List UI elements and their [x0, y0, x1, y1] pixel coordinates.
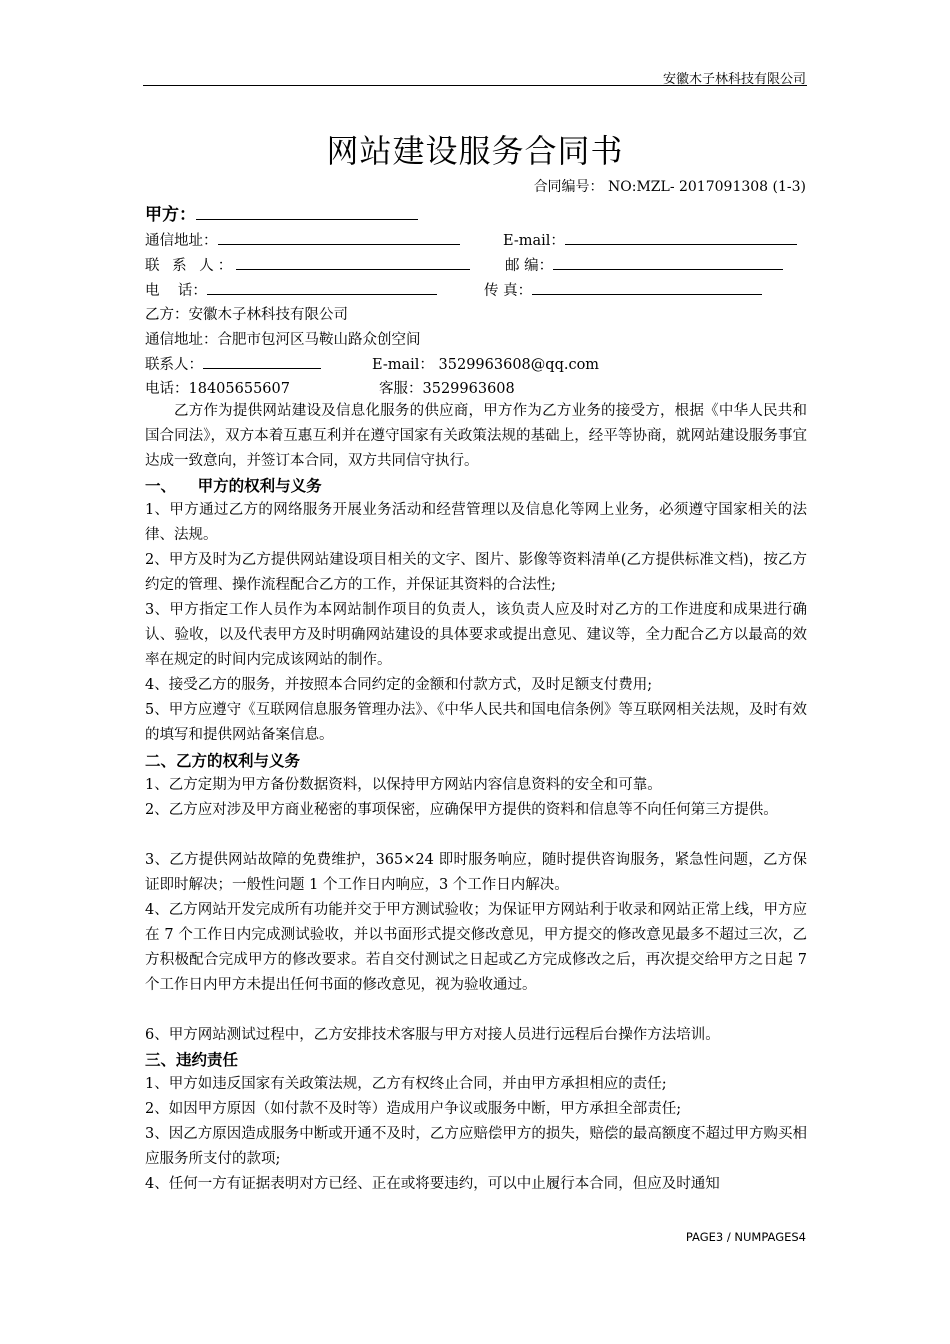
party-b-phone: 电话：18405655607 — [145, 381, 290, 397]
party-a-phone-blank[interactable] — [207, 280, 437, 295]
party-a-postcode-field — [505, 254, 783, 275]
header-rule — [143, 85, 807, 86]
footer-page-number: PAGE3 / NUMPAGES4 — [685, 1230, 806, 1244]
section-3-item: 4、任何一方有证据表明对方已经、正在或将要违约，可以中止履行本合同，但应及时通知 — [145, 1176, 720, 1192]
party-a-postcode-label: 邮 编： — [505, 258, 554, 274]
section-2-item: 4、乙方网站开发完成所有功能并交于甲方测试验收；为保证甲方网站利于收录和网站正常上线，甲方应在 7 个工作日内完成测试验收，并以书面形式提交修改意见，甲方提交的修改意见最多不超过三次，乙方积极配合完成甲方的修改要求。若自交付测试之日起或乙方完成修改之后，再次提交给甲方之日起 7 个工作日内甲方未提出任何书面的修改意见，视为验收通过。 — [145, 902, 807, 993]
party-a-address-label: 通信地址： — [145, 233, 218, 249]
section-3-item: 3、因乙方原因造成服务中断或开通不及时，乙方应赔偿甲方的损失，赔偿的最高额度不超过甲方购买相应服务所支付的款项; — [145, 1126, 807, 1167]
party-a-phone-field — [145, 279, 437, 300]
section-3-item: 2、如因甲方原因（如付款不及时等）造成用户争议或服务中断，甲方承担全部责任; — [145, 1101, 682, 1117]
party-a-contact-field — [145, 254, 470, 275]
party-b-contact-label: 联系人： — [145, 357, 203, 373]
party-a-email-label: E-mail： — [503, 233, 565, 249]
section-2-heading: 二、乙方的权利与义务 — [145, 752, 301, 770]
section-1-item: 3、甲方指定工作人员作为本网站制作项目的负责人，该负责人应及时对乙方的工作进度和成果进行确认、验收，以及代表甲方及时明确网站建设的具体要求或提出意见、建议等，全力配合乙方以最高的效率在规定的时间内完成该网站的制作。 — [145, 602, 807, 668]
party-b-contact-field — [145, 353, 321, 374]
section-1-item: 4、接受乙方的服务，并按照本合同约定的金额和付款方式，及时足额支付费用; — [145, 677, 653, 693]
party-a-fax-label: 传 真： — [484, 283, 533, 299]
header-company-name: 安徽木子林科技有限公司 — [662, 72, 806, 87]
section-2-item: 3、乙方提供网站故障的免费维护，365×24 即时服务响应，随时提供咨询服务，紧急性问题，乙方保证即时解决；一般性问题 1 个工作日内响应，3 个工作日内解决。 — [145, 852, 807, 893]
party-a-postcode-blank[interactable] — [553, 255, 783, 270]
party-a-address-field — [145, 229, 460, 250]
section-1-heading: 一、 甲方的权利与义务 — [145, 477, 322, 495]
party-a-fax-field — [484, 279, 762, 300]
party-a-contact-label: 联 系 人： — [145, 258, 237, 274]
party-a-contact-blank[interactable] — [236, 255, 470, 270]
section-2-item: 6、甲方网站测试过程中，乙方安排技术客服与甲方对接人员进行远程后台操作方法培训。 — [145, 1027, 720, 1043]
party-a-phone-label: 电 话： — [145, 283, 207, 299]
party-a-name-blank[interactable] — [196, 205, 418, 220]
party-b-email: E-mail： 3529963608@qq.com — [372, 357, 600, 373]
section-2-item: 2、乙方应对涉及甲方商业秘密的事项保密，应确保甲方提供的资料和信息等不向任何第三方提供。 — [145, 802, 778, 818]
party-a-email-blank[interactable] — [565, 230, 797, 245]
party-a-email-field — [503, 229, 797, 250]
section-3-item: 1、甲方如违反国家有关政策法规，乙方有权终止合同，并由甲方承担相应的责任; — [145, 1076, 667, 1092]
party-b-address: 通信地址：合肥市包河区马鞍山路众创空间 — [145, 332, 421, 348]
party-b-name: 乙方：安徽木子林科技有限公司 — [145, 307, 348, 323]
document-title: 网站建设服务合同书 — [326, 132, 624, 170]
party-a-address-blank[interactable] — [218, 230, 460, 245]
section-3-heading: 三、违约责任 — [145, 1051, 239, 1069]
section-1-item: 5、甲方应遵守《互联网信息服务管理办法》、《中华人民共和国电信条例》等互联网相关法规，及时有效的填写和提供网站备案信息。 — [145, 702, 807, 743]
party-b-contact-blank[interactable] — [203, 354, 321, 369]
party-a-label-text: 甲方： — [145, 205, 196, 225]
intro-paragraph: 乙方作为提供网站建设及信息化服务的供应商，甲方作为乙方业务的接受方，根据《中华人民共和国合同法》，双方本着互惠互利并在遵守国家有关政策法规的基础上，经平等协商，就网站建设服务事宜达成一致意向，并签订本合同，双方共同信守执行。 — [145, 403, 807, 469]
party-a-label — [145, 200, 418, 225]
section-2-item: 1、乙方定期为甲方备份数据资料，以保持甲方网站内容信息资料的安全和可靠。 — [145, 777, 662, 793]
section-1-item: 1、甲方通过乙方的网络服务开展业务活动和经营管理以及信息化等网上业务，必须遵守国家相关的法律、法规。 — [145, 502, 807, 543]
party-b-service: 客服：3529963608 — [379, 381, 515, 397]
section-1-item: 2、甲方及时为乙方提供网站建设项目相关的文字、图片、影像等资料清单(乙方提供标准文档)，按乙方约定的管理、操作流程配合乙方的工作，并保证其资料的合法性; — [145, 552, 807, 593]
contract-number: 合同编号： NO:MZL- 2017091308 (1-3) — [533, 179, 806, 195]
party-a-fax-blank[interactable] — [532, 280, 762, 295]
